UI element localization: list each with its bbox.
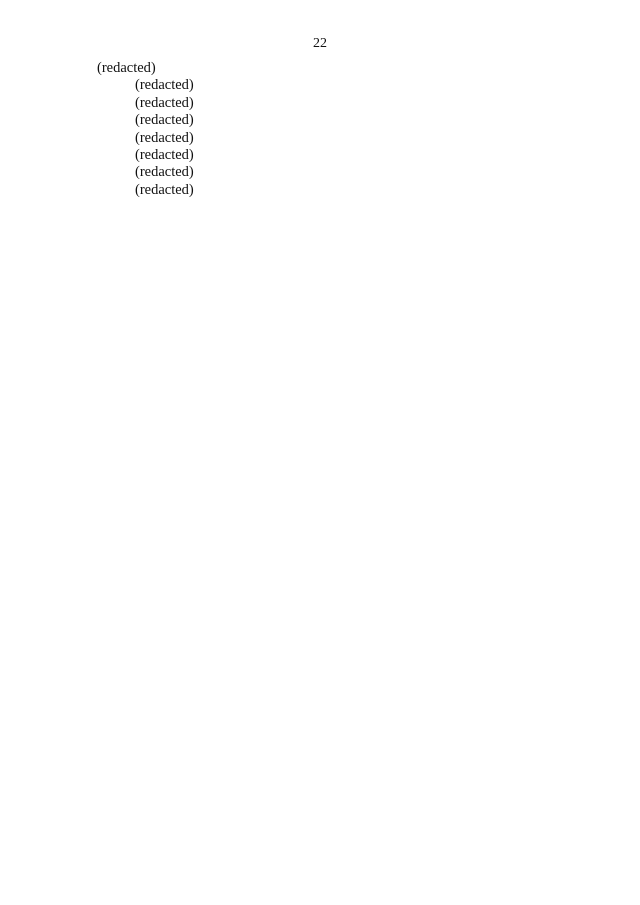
paragraph: (redacted)	[135, 112, 194, 129]
document-body	[97, 60, 623, 199]
page-number: 22	[313, 36, 327, 51]
paragraph: (redacted)	[135, 77, 194, 94]
paragraph: (redacted)	[135, 147, 194, 164]
paragraph: (redacted)	[135, 94, 194, 111]
list-item: (redacted)	[135, 181, 194, 198]
paragraph: (redacted)	[97, 60, 156, 76]
paragraph: (redacted)	[135, 164, 194, 181]
list-item: (redacted)	[135, 129, 194, 146]
